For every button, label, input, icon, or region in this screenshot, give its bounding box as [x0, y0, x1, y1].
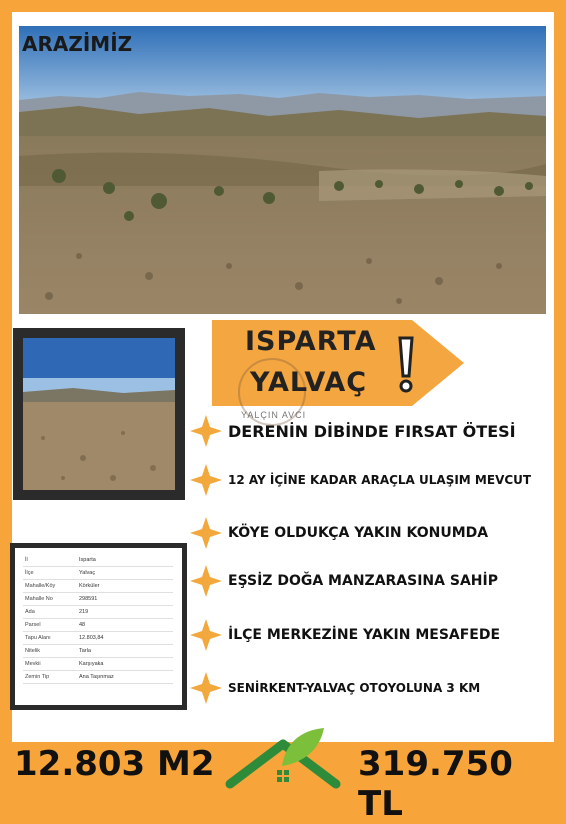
table-row: Zemin Tip Ana Taşınmaz	[23, 671, 173, 684]
banner-city: ISPARTA	[245, 326, 377, 357]
parcel-info-table	[23, 554, 173, 684]
sparkle-icon	[190, 672, 222, 704]
sparkle-icon	[190, 517, 222, 549]
price-value: 319.750 TL	[358, 744, 513, 824]
table-row: Tapu Alanı 12.803,84	[23, 632, 173, 645]
watermark-text: YALÇIN AVCI	[241, 410, 307, 420]
feature-item	[190, 517, 560, 549]
parcel-info-card	[10, 543, 187, 710]
sparkle-icon	[190, 415, 222, 447]
land-photo-thumbnail	[13, 328, 185, 500]
sparkle-icon	[190, 565, 222, 597]
table-row: Ada 219	[23, 606, 173, 619]
feature-item	[190, 672, 560, 704]
feature-text: KÖYE OLDUKÇA YAKIN KONUMDA	[228, 525, 489, 541]
area-value: 12.803 M2	[14, 744, 215, 784]
exclamation-icon	[392, 336, 420, 394]
feature-item	[190, 415, 560, 447]
feature-text: SENİRKENT-YALVAÇ OTOYOLUNA 3 KM	[228, 681, 481, 695]
table-row: İlçe Yalvaç	[23, 567, 173, 580]
feature-text: DERENİN DİBİNDE FIRSAT ÖTESİ	[228, 421, 516, 441]
table-row: Parsel 48	[23, 619, 173, 632]
feature-text: EŞSİZ DOĞA MANZARASINA SAHİP	[228, 573, 498, 589]
table-row: Mevkii Karşıyaka	[23, 658, 173, 671]
land-photo-main	[19, 26, 546, 314]
sparkle-icon	[190, 464, 222, 496]
house-leaf-logo	[222, 726, 344, 800]
table-row: Mahalle/Köy Körküler	[23, 580, 173, 593]
feature-item	[190, 565, 560, 597]
table-row: Mahalle No 298591	[23, 593, 173, 606]
table-row: Nitelik Tarla	[23, 645, 173, 658]
table-row: İl Isparta	[23, 554, 173, 567]
banner-district: YALVAÇ	[250, 367, 368, 398]
feature-text: 12 AY İÇİNE KADAR ARAÇLA ULAŞIM MEVCUT	[228, 473, 532, 487]
feature-item	[190, 619, 560, 651]
feature-text: İLÇE MERKEZİNE YAKIN MESAFEDE	[228, 627, 501, 643]
sparkle-icon	[190, 619, 222, 651]
feature-item	[190, 464, 560, 496]
hero-title: ARAZİMİZ	[22, 32, 133, 56]
